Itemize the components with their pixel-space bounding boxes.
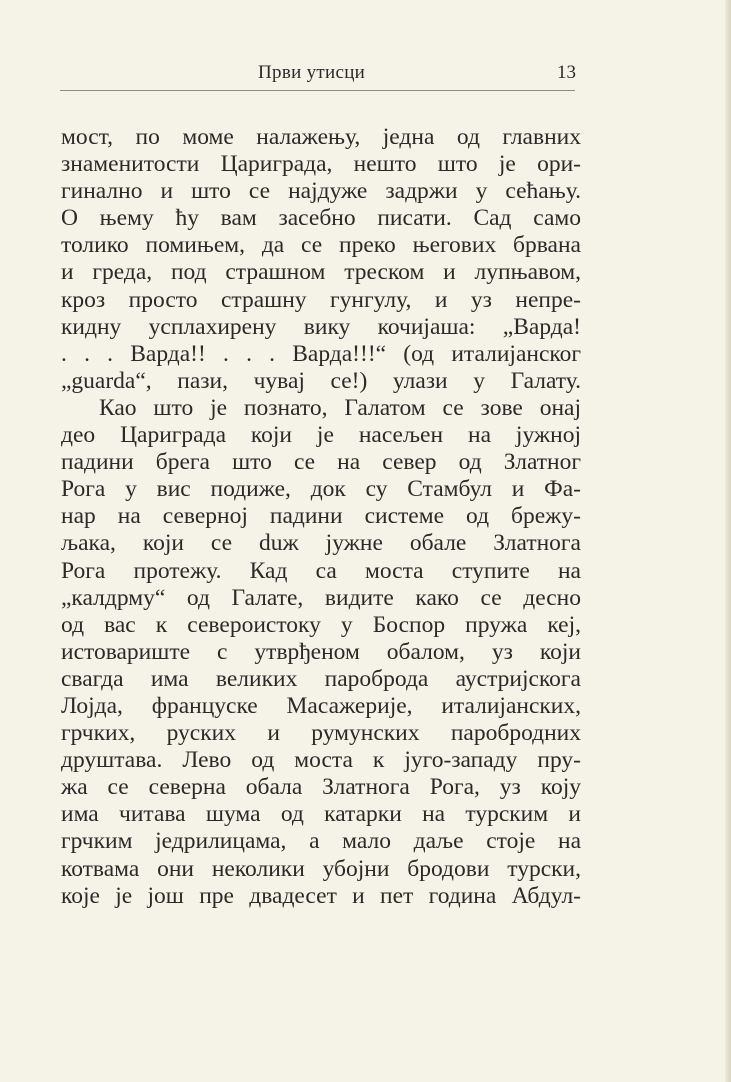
page-edge-shadow <box>725 0 731 1082</box>
text-line: свагда има великих пароброда аустријскога <box>61 665 581 692</box>
text-line: Као што је познато, Галатом се зове онај <box>99 394 581 421</box>
text-line: котвама они неколики убојни бродови турски, <box>61 855 581 882</box>
text-line: кидну усплахирену вику кочијаша: „Варда! <box>61 313 581 340</box>
text-line: „guarda“, пази, чувај се!) улази у Галату. <box>61 367 581 394</box>
text-line: друштава. Лево од моста к југо-западу пру- <box>61 747 581 774</box>
text-line: које је још пре двадесет и пет година Абдул- <box>61 882 581 909</box>
text-line: Рога протежу. Кад са моста ступите на <box>61 557 581 584</box>
text-line: „калдрму“ од Галате, видите како се десно <box>61 584 581 611</box>
text-line: толико помињем, да се преко његових брвана <box>61 232 581 259</box>
text-line: има читава шума од катарки на турским и <box>61 801 581 828</box>
text-line: и греда, под страшном треском и лупњавом, <box>61 259 581 286</box>
page-header <box>60 58 580 92</box>
text-line: гинално и што се најдуже задржи у сећању. <box>61 178 581 205</box>
text-line: . . . Варда!! . . . Варда!!!“ (од италијанског <box>61 340 581 367</box>
text-line: кроз просто страшну гунгулу, и уз непре- <box>61 286 581 313</box>
text-line: од вас к североистоку у Боспор пружа кеј, <box>61 611 581 638</box>
text-line: знаменитости Цариграда, нешто што је ори- <box>61 151 581 178</box>
body-text <box>61 124 581 910</box>
text-line: падини брега што се на север од Златног <box>61 449 581 476</box>
text-line: истовариште с утврђеном обалом, уз који <box>61 638 581 665</box>
header-rule <box>60 90 575 91</box>
text-line: љака, који се duж јужне обале Златнога <box>61 530 581 557</box>
text-line: грчких, руских и румунских паробродних <box>61 720 581 747</box>
text-line: мост, по моме налажењу, једна од главних <box>61 124 581 150</box>
text-line: нар на северној падини системе од брежу- <box>61 503 581 530</box>
text-line: Лојда, француске Масажерије, италијанских, <box>61 692 581 719</box>
text-line: жа се северна обала Златнога Рога, уз коју <box>61 774 581 801</box>
text-line: део Цариграда који је насељен на јужној <box>61 422 581 449</box>
page-number: 13 <box>557 62 576 83</box>
running-title: Први утисци <box>258 62 366 83</box>
text-line: О њему ћу вам засебно писати. Сад само <box>61 205 581 232</box>
text-line: грчким једрилицама, а мало даље стоје на <box>61 828 581 855</box>
text-line: Рога у вис подиже, док су Стамбул и Фа- <box>61 476 581 503</box>
